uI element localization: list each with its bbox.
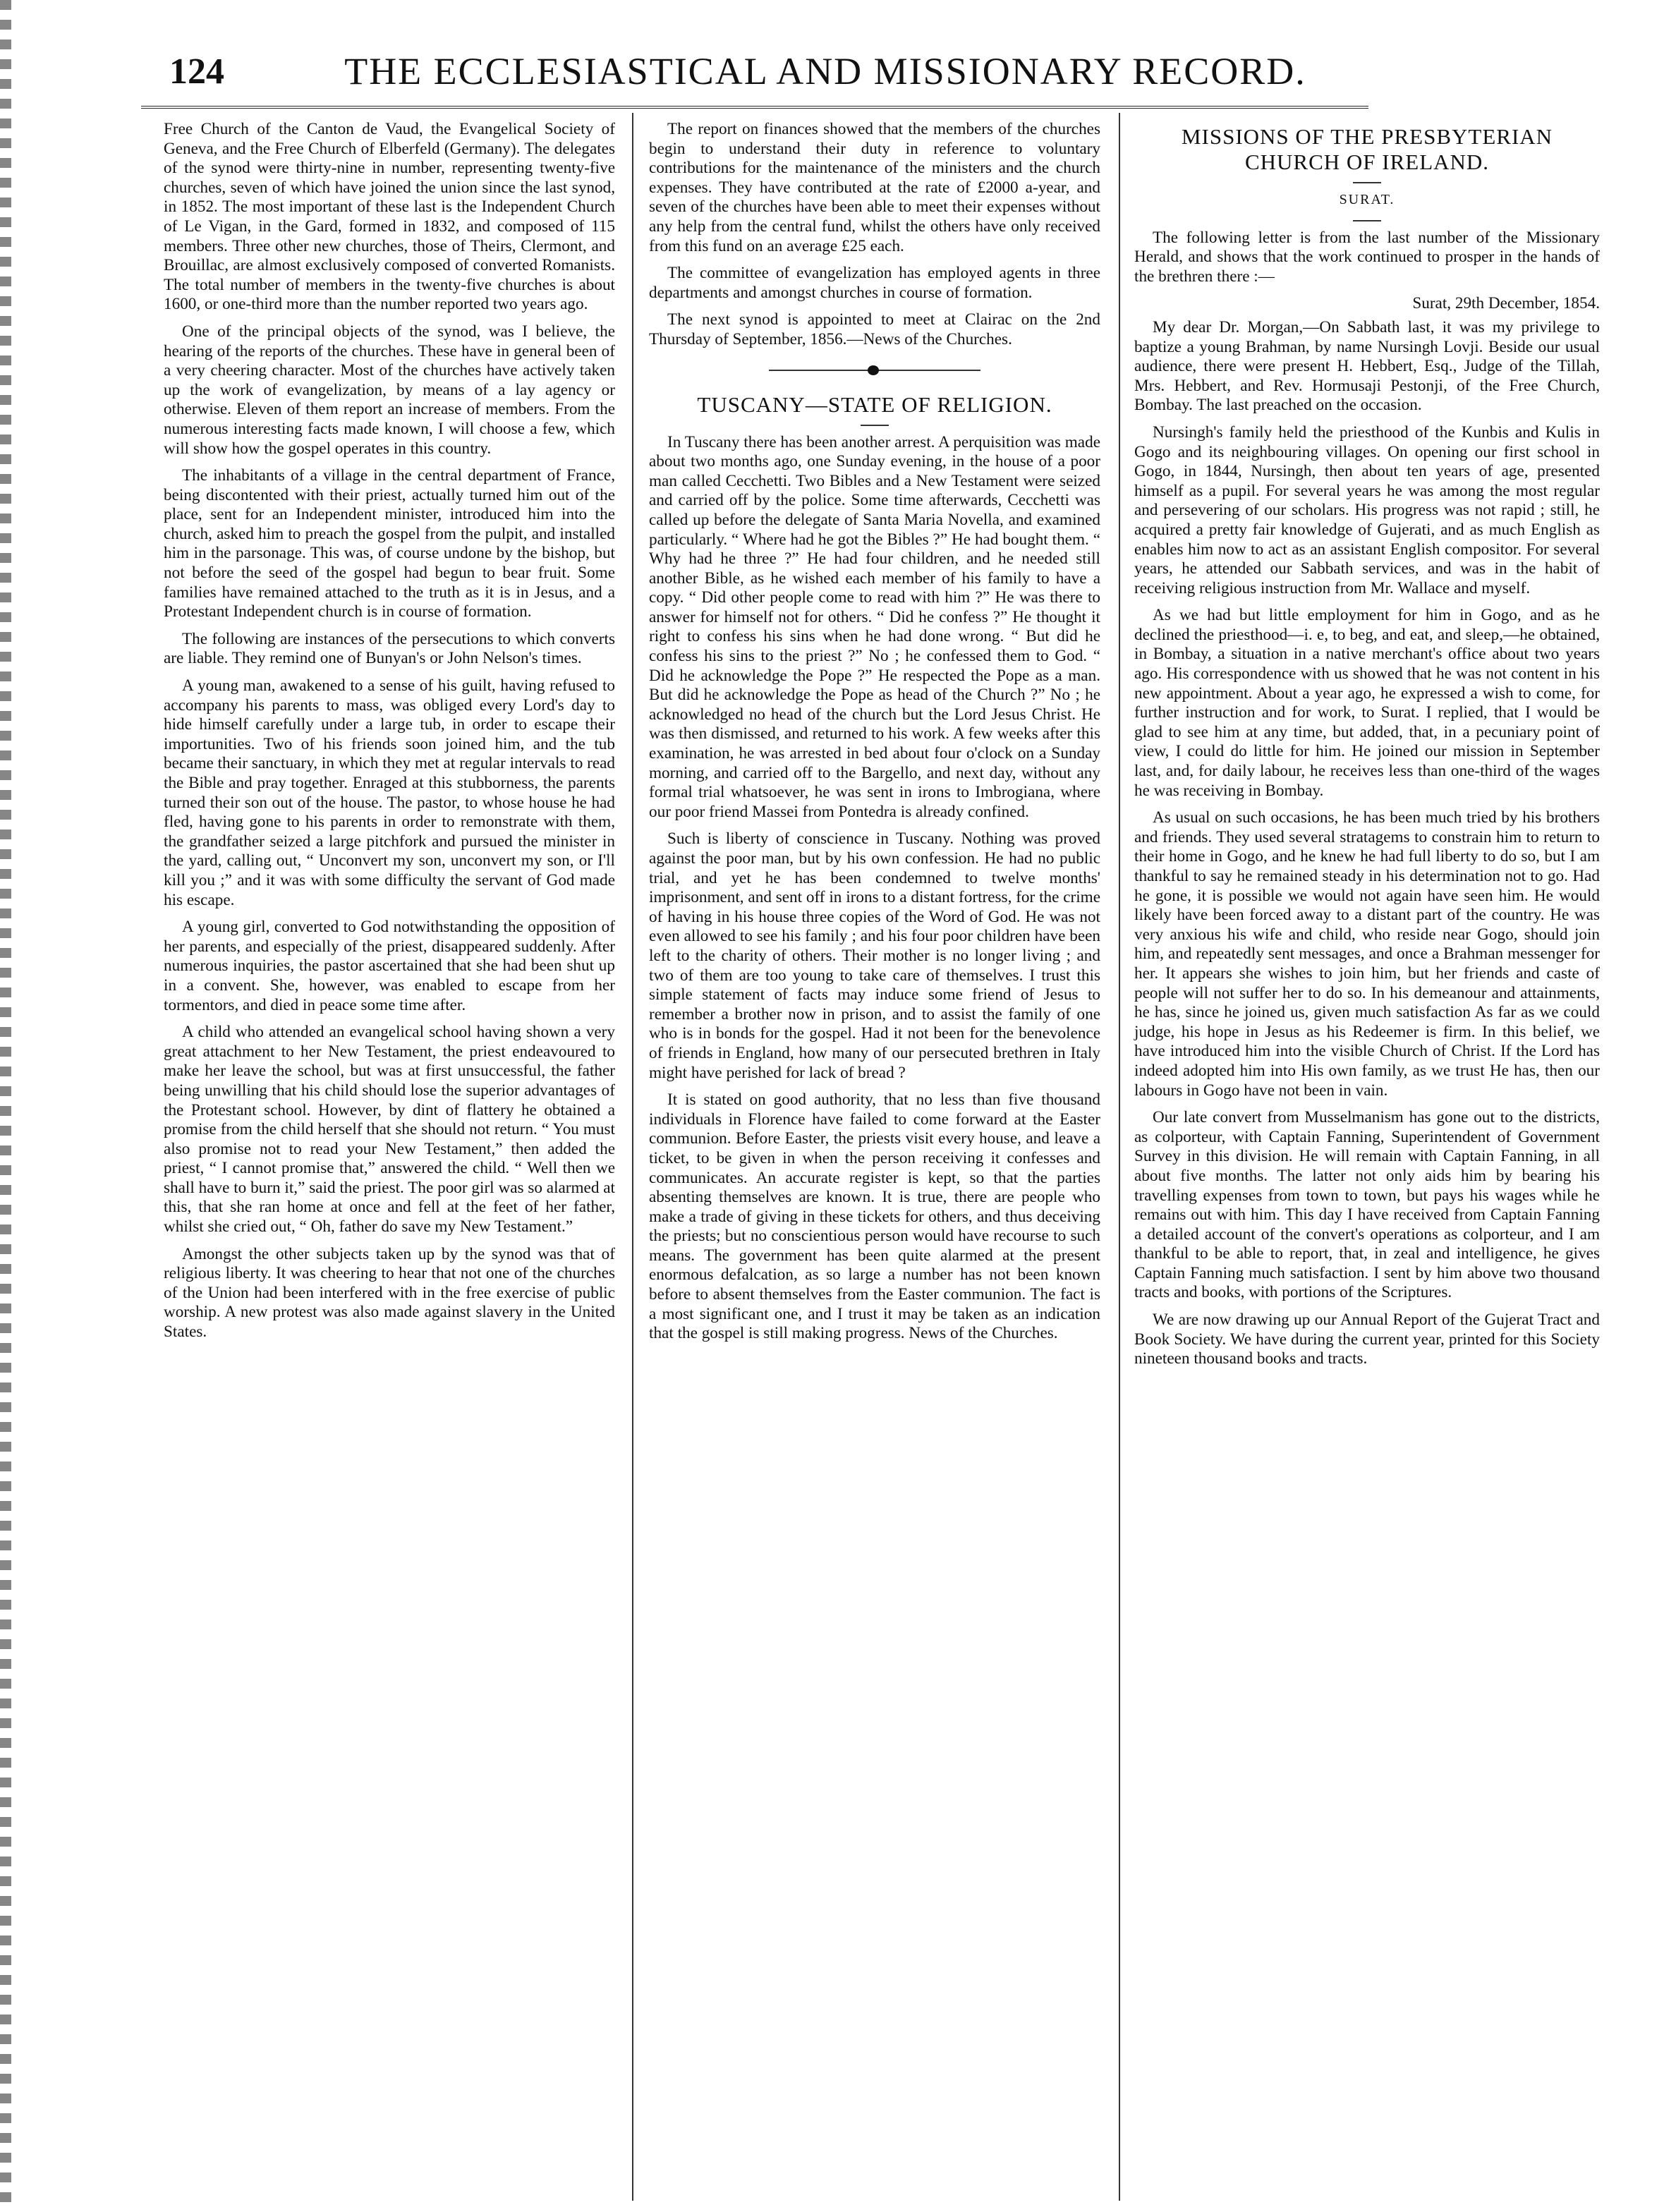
letter-dateline: Surat, 29th December, 1854. [1412, 294, 1600, 313]
column-rule-2 [1119, 113, 1120, 2201]
paragraph: Amongst the other subjects taken up by the synod was that of religious liberty. It was cheering to hear that not one of the churches of the Union had been interfered with in the free exercise of public worship. A new protest was also made against slavery in the United States. [164, 1244, 615, 1342]
paragraph: The following are instances of the persecutions to which converts are liable. They remind one of Bunyan's or John Nelson's times. [164, 629, 615, 668]
column-2 [649, 120, 1100, 1351]
paragraph: One of the principal objects of the synod, was I believe, the hearing of the reports of the churches. These have in general been of a very cheering character. Most of the churches have actively taken up the work of evangelization, by means of a lay agency or otherwise. Eleven of them report an increase of members. From the numerous interesting facts made known, I will choose a few, which will show how the gospel operates in this country. [164, 322, 615, 458]
paragraph: The following letter is from the last number of the Missionary Herald, and shows that the work continued to prosper in the hands of the brethren there :— [1134, 228, 1600, 286]
paragraph: Our late convert from Musselmanism has gone out to the districts, as colporteur, with Captain Fanning, Superintendent of Government Survey in this division. He will remain with Captain Fanning, in all about five months. The latter not only aids him by bearing his travelling expenses from town to town, but pays his wages while he remains out with him. This day I have received from Captain Fanning a detailed account of the convert's operations as colporteur, and I am thankful to be able to report, that, in zeal and intelligence, he gives Captain Fanning much satisfaction. I sent by him above two thousand tracts and books, with portions of the Scriptures. [1134, 1108, 1600, 1302]
scan-edge [0, 0, 11, 2212]
paragraph: As we had but little employment for him in Gogo, and as he declined the priesthood—i. e, to beg, and eat, and sleep,—he obtained, in Bombay, a situation in a native merchant's office about two years ago. His correspondence with us showed that he was not content in his new appointment. About a year ago, he expressed a wish to come, for further instruction and for work, to Surat. I replied, that I would be glad to see him at any time, but added, that, in a pecuniary point of view, I could do little for him. He joined our mission in September last, and, for daily labour, he receives less than one-third of the wages he was receiving in Bombay. [1134, 606, 1600, 800]
paragraph: The next synod is appointed to meet at Clairac on the 2nd Thursday of September, 1856.—News of the Churches. [649, 310, 1100, 348]
short-rule [861, 425, 889, 426]
paragraph: The report on finances showed that the members of the churches begin to understand their duty in reference to voluntary contributions for the maintenance of the ministers and the church expenses. They have contributed at the rate of £2000 a-year, and seven of the churches have been able to meet their expenses without any help from the central fund, whilst the others have only received from this fund on an average £25 each. [649, 120, 1100, 255]
section-title-missions: MISSIONS OF THE PRESBYTERIAN CHURCH OF IRELAND. [1181, 124, 1553, 174]
paragraph: It is stated on good authority, that no less than five thousand individuals in Florence have failed to come forward at the Easter communion. Before Easter, the priests visit every house, and leave a ticket, to be given in when the person receiving it confesses and communicates. An accurate register is kept, so that the parties absenting themselves are known. It is true, there are people who make a trade of giving in these tickets for others, and thus deceiving the priests; but no conscientious person would have recourse to such means. The government has been quite alarmed at the present enormous defalcation, as so large a number has not been known before to absent themselves from the Easter communion. The fact is a most significant one, and I trust it may be taken as an indication that the gospel is still making progress. News of the Churches. [649, 1090, 1100, 1343]
paragraph: A child who attended an evangelical school having shown a very great attachment to her New Testament, the priest endeavoured to make her leave the school, but was at first unsuccessful, the father being unwilling that his child should lose the superior advantages of the Protestant school. However, by dint of flattery he obtained a promise from the child herself that she should not return. “ You must also promise not to read your New Testament,” then added the priest, “ I cannot promise that,” answered the child. “ Well then we shall have to burn it,” said the priest. The poor girl was so alarmed at this, that she ran home at once and fell at the feet of her father, whilst she cried out, “ Oh, father do save my New Testament.” [164, 1023, 615, 1236]
paragraph: In Tuscany there has been another arrest. A perquisition was made about two months ago, one Sunday evening, in the house of a poor man called Cecchetti. Two Bibles and a New Testament were seized and carried off by the police. Some time afterwards, Cecchetti was called up before the delegate of Santa Maria Novella, and examined particularly. “ Where had he got the Bibles ?” He had bought them. “ Why had he three ?” He had four children, and he needed still another Bible, as he wished each member of his family to have a copy. “ Did other people come to read with him ?” He was there to answer for himself not for others. “ Did he confess ?” He thought it right to confess his sins when he had done wrong. “ But did he confess his sins to the priest ?” No ; he confessed them to God. “ Did he acknowledge the Pope ?” He respected the Pope as a man. But did he acknowledge the Pope as head of the Church ?” No ; he acknowledged no head of the church but the Lord Jesus Christ. He was then dismissed, and returned to his work. A few weeks after this examination, he was arrested in bed about four o'clock on a Sunday morning, and carried off to the Bargello, and next day, without any formal trial whatsoever, he was sent in irons to Imbrogiana, where our poor friend Massei from Pontedra is already confined. [649, 432, 1100, 821]
paragraph: As usual on such occasions, he has been much tried by his brothers and friends. They used several stratagems to constrain him to return to their home in Gogo, and he knew he had full liberty to do so, but I am thankful to say he remained steady in his determination not to go. Had he gone, it is possible we would not again have seen him. He would likely have been forced away to a distant part of the country. He was very anxious his wife and child, who reside near Gogo, should join him, and repeatedly sent messages, and once a Brahman messenger for her. It appears she wishes to join him, but her friends and caste of people will not suffer her to do so. In his demeanour and attainments, he has, since he joined us, given much satisfaction As far as we could judge, his hope in Jesus as his Redeemer is firm. In this belief, we have introduced him into the visible Church of Christ. If the Lord has indeed adopted him into His own family, as we trust He has, then our labours in Gogo have not been in vain. [1134, 808, 1600, 1100]
short-rule [1353, 220, 1381, 221]
paragraph: My dear Dr. Morgan,—On Sabbath last, it was my privilege to baptize a young Brahman, by name Nursingh Lovji. Beside our usual audience, there were present H. Hebbert, Esq., Judge of the Tillah, Mrs. Hebbert, and Rev. Hormusaji Pestonji, of the Free Church, Bombay. The last preached on the occasion. [1134, 317, 1600, 415]
header-rule [141, 106, 1368, 109]
subhead-surat: SURAT. [1339, 192, 1395, 207]
paragraph: Such is liberty of conscience in Tuscany. Nothing was proved against the poor man, but by his own confession. He had no public trial, and yet he has been condemned to twelve months' imprisonment, and sent off in irons to a distant fortress, for the crime of having in his house three copies of the Word of God. He was not even allowed to see his family ; and his four poor children have been left to the charity of others. Their mother is no longer living ; and two of them are too young to take care of themselves. I trust this simple statement of facts may induce some friend of Jesus to remember a brother now in prison, and to assist the family of one who is in bonds for the gospel. Had it not been for the benevolence of friends in England, how many of our persecuted brethren in Italy might have perished for lack of bread ? [649, 830, 1100, 1082]
column-1 [164, 120, 615, 1350]
paragraph: Free Church of the Canton de Vaud, the Evangelical Society of Geneva, and the Free Church of Elberfeld (Germany). The delegates of the synod were thirty-nine in number, representing twenty-five churches, seven of which have joined the union since the last synod, in 1852. The most important of these last is the Independent Church of Le Vigan, in the Gard, formed in 1832, and composed of 115 members. Three other new churches, those of Theirs, Clermont, and Brouillac, are almost exclusively composed of converted Romanists. The total number of members in the twenty-five churches is about 1600, or one-third more than the number reported two years ago. [164, 120, 615, 314]
paragraph: A young girl, converted to God notwithstanding the opposition of her parents, and especially of the priest, disappeared suddenly. After numerous inquiries, the pastor ascertained that she had been shut up in a convent. She, however, was enabled to escape from her tormentors, and died in peace some time after. [164, 918, 615, 1014]
paragraph: The inhabitants of a village in the central department of France, being discontented with their priest, actually turned him out of the place, sent for an Independent minister, introduced him into the church, asked him to preach the gospel from the pulpit, and installed him in the parsonage. This was, of course undone by the bishop, but not before the seed of the gospel had begun to bear fruit. Some families have remained attached to the truth as it is in Jesus, and a Protestant Independent church is in course of formation. [164, 466, 615, 621]
column-3 [1134, 120, 1600, 1377]
paragraph: A young man, awakened to a sense of his guilt, having refused to accompany his parents to mass, was obliged every Lord's day to hide himself carefully under a large tub, in order to escape their importunities. Two of his friends soon joined him, and the tub became their sanctuary, in which they met at regular intervals to read the Bible and pray together. Enraged at this stubborness, the parents turned their son out of the house. The pastor, to whose house he had fled, having gone to his parents in order to remonstrate with them, the grandfather seized a large pitchfork and pursued the minister in the yard, calling out, “ Unconvert my son, unconvert my son, or I'll kill you ;” and it was with some difficulty the servant of God made his escape. [164, 676, 615, 909]
page-header [141, 42, 1383, 102]
section-title-tuscany: TUSCANY—STATE OF RELIGION. [697, 391, 1052, 417]
paragraph: The committee of evangelization has employed agents in three departments and amongst churches in course of formation. [649, 264, 1100, 302]
paragraph: Nursingh's family held the priesthood of the Kunbis and Kulis in Gogo and its neighbouring villages. On opening our first school in Gogo, in 1844, Nursingh, then about ten years of age, presented himself as a pupil. For several years he was among the most regular and persevering of our scholars. His progress was not rapid ; still, he acquired a pretty fair knowledge of Gujerati, and as much English as enables him now to act as an assistant English compositor. For several years, he attended our Sabbath services, and was in the habit of receiving religious instruction from Mr. Wallace and myself. [1134, 423, 1600, 597]
column-rule-1 [632, 113, 633, 2201]
page-number: 124 [169, 51, 224, 92]
section-divider [769, 365, 980, 375]
running-title: THE ECCLESIASTICAL AND MISSIONARY RECORD. [344, 50, 1306, 92]
paragraph: We are now drawing up our Annual Report of the Gujerat Tract and Book Society. We have during the current year, printed for this Society nineteen thousand books and tracts. [1134, 1311, 1600, 1368]
short-rule [1353, 182, 1381, 183]
